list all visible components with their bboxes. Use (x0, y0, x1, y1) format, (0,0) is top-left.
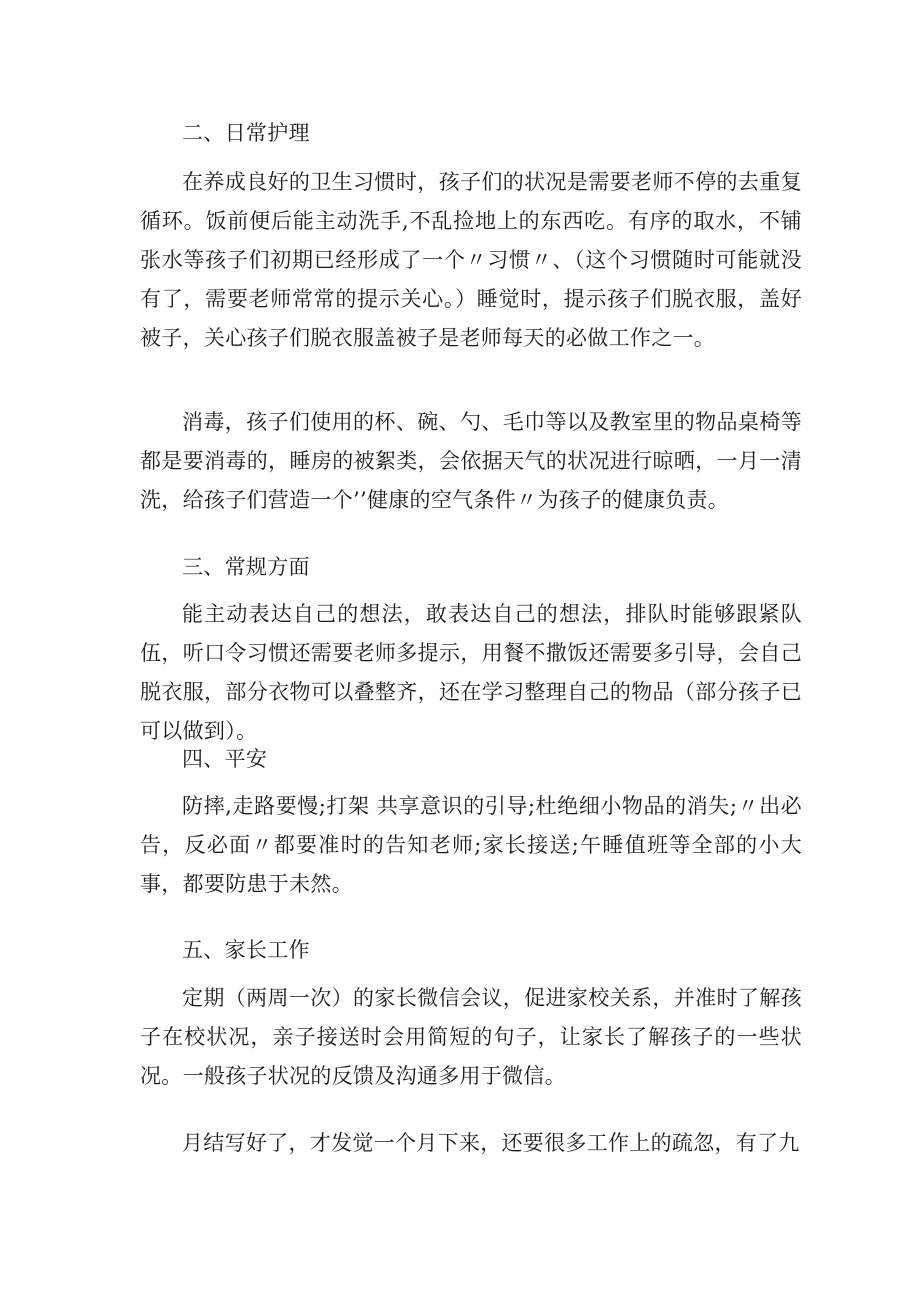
section-heading-daily-care: 二、日常护理 (182, 121, 310, 145)
paragraph-monthly-summary: 月结写好了，才发觉一个月下来，还要很多工作上的疏忽，有了九 (182, 1131, 800, 1155)
paragraph-hygiene-habits: 在养成良好的卫生习惯时，孩子们的状况是需要老师不停的去重复循环。饭前便后能主动洗手,不乱捡地上的东西吃。有序的取水，不铺张水等孩子们初期已经形成了一个〃习惯〃、（这个习惯随时可能就没有了，需要老师常常的提示关心。）睡觉时，提示孩子们脱衣服，盖好被子，关心孩子们脱衣服盖被子是老师每天的必做工作之一。 (140, 170, 802, 350)
section-heading-safety: 四、平安 (182, 747, 268, 771)
paragraph-safety: 防摔,走路要慢;打架 共享意识的引导;杜绝细小物品的消失;〃出必告，反必面〃都要准时的告知老师;家长接送;午睡值班等全部的小大事，都要防患于未然。 (140, 794, 802, 896)
section-heading-parent-work: 五、家长工作 (182, 938, 310, 962)
section-heading-routine: 三、常规方面 (182, 555, 310, 579)
paragraph-parent-work: 定期（两周一次）的家长微信会议，促进家校关系，并准时了解孩子在校状况，亲子接送时会用简短的句子，让家长了解孩子的一些状况。一般孩子状况的反馈及沟通多用于微信。 (140, 986, 802, 1088)
paragraph-disinfection: 消毒，孩子们使用的杯、碗、勺、毛巾等以及教室里的物品桌椅等都是要消毒的，睡房的被絮类，会依据天气的状况进行晾晒，一月一清洗，给孩子们营造一个’’健康的空气条件〃为孩子的健康负责。 (140, 410, 802, 512)
paragraph-routine: 能主动表达自己的想法，敢表达自己的想法，排队时能够跟紧队伍，听口令习惯还需要老师多提示，用餐不撒饭还需要多引导，会自己脱衣服，部分衣物可以叠整齐，还在学习整理自己的物品（部分孩子已可以做到）。 (140, 602, 802, 743)
